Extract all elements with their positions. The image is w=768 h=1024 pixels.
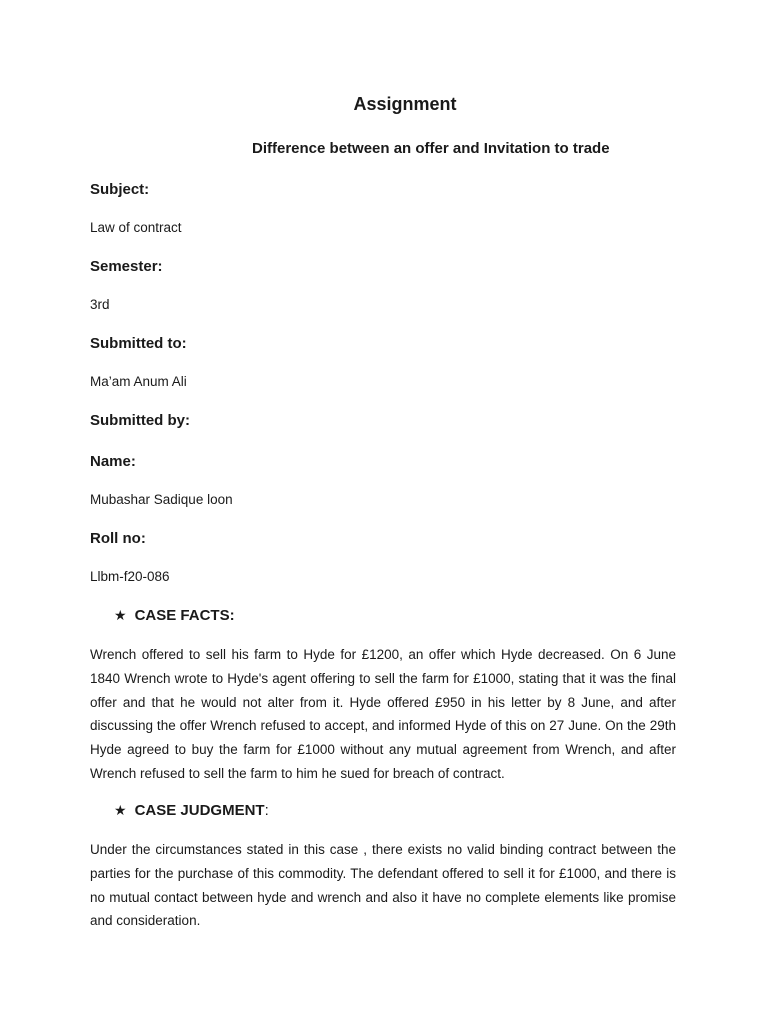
name-value: Mubashar Sadique loon: [90, 492, 233, 507]
subject-value: Law of contract: [90, 220, 182, 235]
document-title: Assignment: [353, 94, 457, 114]
star-icon: ★: [114, 802, 127, 818]
submitted-by-label: Submitted by:: [90, 412, 190, 429]
roll-no-value: Llbm-f20-086: [90, 569, 170, 584]
document-subtitle: Difference between an offer and Invitation to trade: [252, 140, 610, 157]
case-facts-heading: [114, 607, 235, 624]
case-facts-body: Wrench offered to sell his farm to Hyde for £1200, an offer which Hyde decreased. On 6 June 1840 Wrench wrote to Hyde's agent offering to sell the farm for £1000, stating that it was the final offer and that he would not alter from it. Hyde offered £950 in his letter by 8 June, and after discussing the offer Wrench refused to accept, and informed Hyde of this on 27 June. On the 29th Hyde agreed to buy the farm for £1000 without any mutual agreement from Wrench, and after Wrench refused to sell the farm to him he sued for breach of contract.: [90, 647, 676, 781]
case-judgment-heading-text: CASE JUDGMENT: [134, 802, 265, 819]
case-judgment-heading-colon: :: [264, 802, 269, 819]
case-judgment-body: Under the circumstances stated in this case , there exists no valid binding contract between the parties for the purchase of this commodity. The defendant offered to sell it for £1000, and there is no mutual contact between hyde and wrench and also it have no complete elements like promise and consideration.: [90, 842, 676, 929]
submitted-to-label: Submitted to:: [90, 335, 187, 352]
semester-value: 3rd: [90, 297, 110, 312]
name-label: Name:: [90, 453, 136, 470]
case-facts-heading-text: CASE FACTS:: [134, 607, 235, 624]
submitted-to-value: Ma’am Anum Ali: [90, 374, 187, 389]
semester-label: Semester:: [90, 258, 163, 275]
star-icon: ★: [114, 607, 127, 623]
case-judgment-heading: [114, 802, 269, 819]
subject-label: Subject:: [90, 181, 150, 198]
roll-no-label: Roll no:: [90, 530, 146, 547]
